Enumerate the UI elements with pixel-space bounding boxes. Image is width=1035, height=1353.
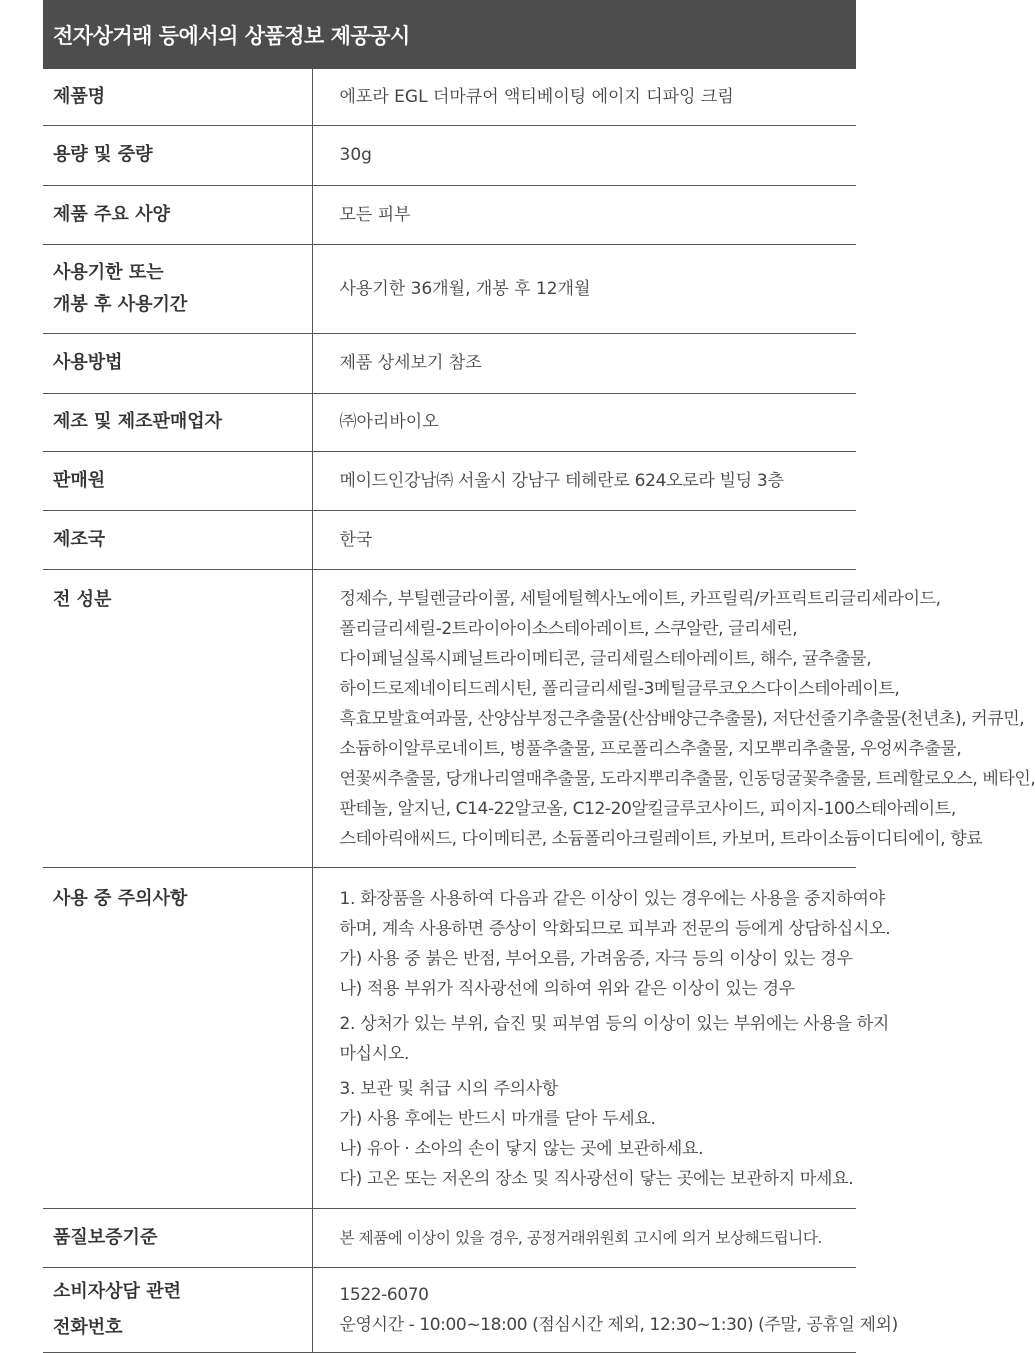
row-value: 30g — [312, 125, 856, 185]
caution-line: 3. 보관 및 취급 시의 주의사항 — [339, 1078, 558, 1099]
row-value: 에포라 EGL 더마큐어 액티베이팅 에이지 디파잉 크림 — [312, 69, 856, 125]
row-label-line: 전화번호 — [53, 1316, 123, 1338]
table-row — [43, 333, 856, 393]
caution-line: 2. 상처가 있는 부위, 습진 및 피부염 등의 이상이 있는 부위에는 사용을 하지 — [339, 1013, 890, 1034]
row-label: 제품명 — [43, 69, 312, 125]
ingredient-line: 하이드로제네이티드레시틴, 폴리글리세릴-3메틸글루코오스다이스테아레이트, — [339, 678, 900, 699]
caution-line: 마십시오. — [339, 1043, 410, 1064]
ingredient-line: 소듐하이알루로네이트, 병풀추출물, 프로폴리스추출물, 지모뿌리추출물, 우엉씨추출물, — [339, 738, 962, 759]
notice-title: 전자상거래 등에서의 상품정보 제공공시 — [43, 0, 856, 69]
row-value: 제품 상세보기 참조 — [312, 333, 856, 393]
row-value: 본 제품에 이상이 있을 경우, 공정거래위원회 고시에 의거 보상해드립니다. — [312, 1208, 856, 1267]
caution-line: 하며, 계속 사용하면 증상이 악화되므로 피부과 전문의 등에게 상담하십시오. — [339, 918, 891, 939]
product-info-notice — [43, 0, 1035, 1353]
consumer-row — [43, 1267, 856, 1352]
row-label: 용량 및 중량 — [43, 125, 312, 185]
row-label: 사용 중 주의사항 — [43, 867, 312, 1208]
table-row — [43, 393, 856, 451]
row-value: 사용기한 36개월, 개봉 후 12개월 — [312, 244, 856, 333]
ingredient-line: 정제수, 부틸렌글라이콜, 세틸에틸헥사노에이트, 카프릴릭/카프릭트리글리세라이드, — [339, 588, 941, 609]
ingredient-line: 폴리글리세릴-2트라이아이소스테아레이트, 스쿠알란, 글리세린, — [339, 618, 798, 639]
row-label — [43, 1267, 312, 1352]
caution-line: 가) 사용 후에는 반드시 마개를 닫아 두세요. — [339, 1108, 656, 1129]
row-value: 메이드인강남㈜ 서울시 강남구 테헤란로 624오로라 빌딩 3층 — [312, 451, 856, 510]
row-label: 제조국 — [43, 510, 312, 569]
row-label-line: 소비자상담 관련 — [53, 1280, 181, 1302]
table-row — [43, 185, 856, 244]
operating-hours: 운영시간 - 10:00~18:00 (점심시간 제외, 12:30~1:30) (주말, 공휴일 제외) — [339, 1314, 898, 1335]
caution-line: 다) 고온 또는 저온의 장소 및 직사광선이 닿는 곳에는 보관하지 마세요. — [339, 1168, 854, 1189]
row-label: 품질보증기준 — [43, 1208, 312, 1267]
row-label: 판매원 — [43, 451, 312, 510]
ingredient-line: 흑효모발효여과물, 산양삼부정근추출물(산삼배양근추출물), 저단선줄기추출물(천년초), 커큐민, — [339, 708, 1025, 729]
cautions-list — [312, 867, 891, 1208]
ingredient-line: 연꽃씨추출물, 당개나리열매추출물, 도라지뿌리추출물, 인동덩굴꽃추출물, 트레할로오스, 베타인, — [339, 768, 1035, 789]
table-row — [43, 1208, 856, 1267]
table-row — [43, 244, 856, 333]
row-label — [43, 244, 312, 333]
row-label: 제품 주요 사양 — [43, 185, 312, 244]
table-row — [43, 125, 856, 185]
row-label-line: 사용기한 또는 — [53, 261, 164, 283]
row-label: 전 성분 — [43, 569, 312, 867]
ingredient-line: 판테놀, 알지닌, C14-22알코올, C12-20알킬글루코사이드, 피이지-100스테아레이트, — [339, 798, 956, 819]
product-info-table — [43, 69, 1035, 1353]
caution-line: 나) 적용 부위가 직사광선에 의하여 위와 같은 이상이 있는 경우 — [339, 978, 795, 999]
row-label-line: 개봉 후 사용기간 — [53, 293, 188, 315]
row-value: ㈜아리바이오 — [312, 393, 856, 451]
caution-line: 1. 화장품을 사용하여 다음과 같은 이상이 있는 경우에는 사용을 중지하여야 — [339, 888, 885, 909]
row-label: 제조 및 제조판매업자 — [43, 393, 312, 451]
phone-number: 1522-6070 — [339, 1284, 429, 1305]
row-value: 모든 피부 — [312, 185, 856, 244]
row-label: 사용방법 — [43, 333, 312, 393]
ingredient-line: 스테아릭애씨드, 다이메티콘, 소듐폴리아크릴레이트, 카보머, 트라이소듐이디티에이, 향료 — [339, 828, 983, 849]
caution-line: 나) 유아 · 소아의 손이 닿지 않는 곳에 보관하세요. — [339, 1138, 704, 1159]
table-row — [43, 69, 856, 125]
cautions-row — [43, 867, 856, 1208]
ingredients-row — [43, 569, 856, 867]
row-value: 한국 — [312, 510, 856, 569]
caution-line: 가) 사용 중 붉은 반점, 부어오름, 가려움증, 자극 등의 이상이 있는 경우 — [339, 948, 853, 969]
consumer-contact — [312, 1267, 898, 1352]
ingredients-list — [312, 569, 1035, 867]
ingredient-line: 다이페닐실록시페닐트라이메티콘, 글리세릴스테아레이트, 해수, 귤추출물, — [339, 648, 872, 669]
table-row — [43, 451, 856, 510]
table-row — [43, 510, 856, 569]
